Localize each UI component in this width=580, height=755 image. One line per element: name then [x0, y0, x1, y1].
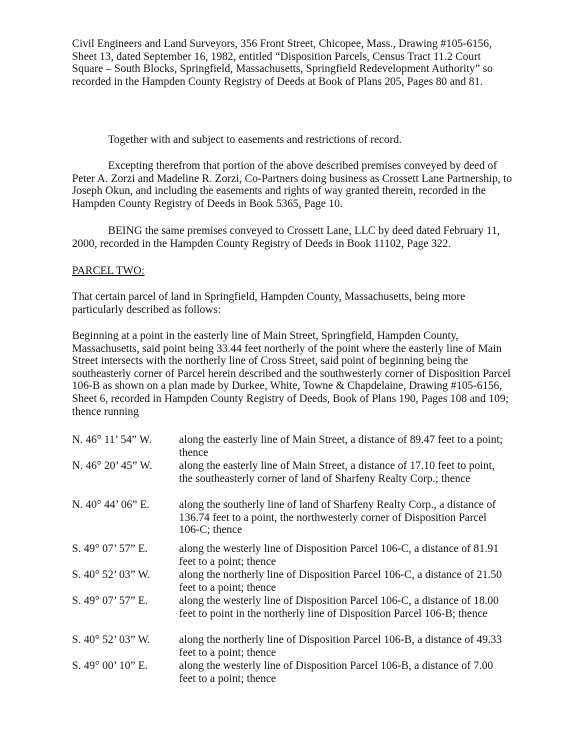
- course-description: along the easterly line of Main Street, a distance of 17.10 feet to point, the southeasterly corner of land of Sharfeny Realty Corp.; thence: [179, 460, 495, 485]
- section-heading-parcel-two: PARCEL TWO:: [72, 265, 145, 277]
- course-bearing: S. 49° 07’ 57” E.: [72, 595, 148, 607]
- course-description: along the northerly line of Disposition Parcel 106-C, a distance of 21.50 feet to a point; thence: [179, 569, 502, 594]
- paragraph-easements: Together with and subject to easements and restrictions of record.: [108, 134, 402, 146]
- paragraph-excepting: Excepting therefrom that portion of the above described premises conveyed by deed of Peter A. Zorzi and Madeline R. Zorzi, Co-Partners doing business as Crossett Lane Partnership, to Joseph Okun, and including the easements and rights of way granted therein, recorded in the Hampden County Registry of Deeds in Book 5365, Page 10.: [72, 160, 512, 210]
- course-description: along the easterly line of Main Street, a distance of 89.47 feet to a point; thence: [179, 434, 503, 459]
- course-bearing: N. 40° 44’ 06” E.: [72, 499, 150, 511]
- paragraph-parcel-description: That certain parcel of land in Springfield, Hampden County, Massachusetts, being more particularly described as follows:: [72, 291, 466, 316]
- course-bearing: S. 49° 07’ 57” E.: [72, 543, 148, 555]
- course-description: along the southerly line of land of Sharfeny Realty Corp., a distance of 136.74 feet to a point, the northwesterly corner of Disposition Parcel 106-C; thence: [179, 499, 496, 537]
- paragraph-being: BEING the same premises conveyed to Crossett Lane, LLC by deed dated February 11, 2000, recorded in the Hampden County Registry of Deeds in Book 11102, Page 322.: [72, 225, 500, 250]
- course-bearing: S. 40° 52’ 03” W.: [72, 634, 151, 646]
- course-description: along the westerly line of Disposition Parcel 106-C, a distance of 18.00 feet to point in the northerly line of Disposition Parcel 106-B; thence: [179, 595, 499, 620]
- paragraph-plan-reference: Civil Engineers and Land Surveyors, 356 Front Street, Chicopee, Mass., Drawing #105-6156, Sheet 13, dated September 16, 1982, entitled “Disposition Parcels, Census Tract 11.2 Court Square – South Blocks, Springfield, Massachusetts, Springfield Redevelopment Authority” so recorded in the Hampden County Registry of Deeds at Book of Plans 205, Pages 80 and 81.: [72, 38, 493, 88]
- course-description: along the westerly line of Disposition Parcel 106-B, a distance of 7.00 feet to a point; thence: [179, 660, 494, 685]
- paragraph-beginning: Beginning at a point in the easterly line of Main Street, Springfield, Hampden County, Massachusetts, said point being 33.44 feet northerly of the point where the easterly line of Main Street intersects with the northerly line of Cross Street, said point of beginning being the southeasterly corner of Parcel herein described and the southwesterly corner of Disposition Parcel 106-B as shown on a plan made by Durkee, White, Towne & Chapdelaine, Drawing #105-6156, Sheet 6, recorded in Hampden County Registry of Deeds, Book of Plans 190, Pages 108 and 109; thence running: [72, 330, 511, 418]
- course-description: along the northerly line of Disposition Parcel 106-B, a distance of 49.33 feet to a point; thence: [179, 634, 502, 659]
- course-bearing: N. 46° 11’ 54” W.: [72, 434, 152, 446]
- course-bearing: N. 46° 20’ 45” W.: [72, 460, 153, 472]
- course-bearing: S. 40° 52’ 03” W.: [72, 569, 151, 581]
- course-description: along the westerly line of Disposition Parcel 106-C, a distance of 81.91 feet to a point; thence: [179, 543, 499, 568]
- course-bearing: S. 49° 00’ 10” E.: [72, 660, 148, 672]
